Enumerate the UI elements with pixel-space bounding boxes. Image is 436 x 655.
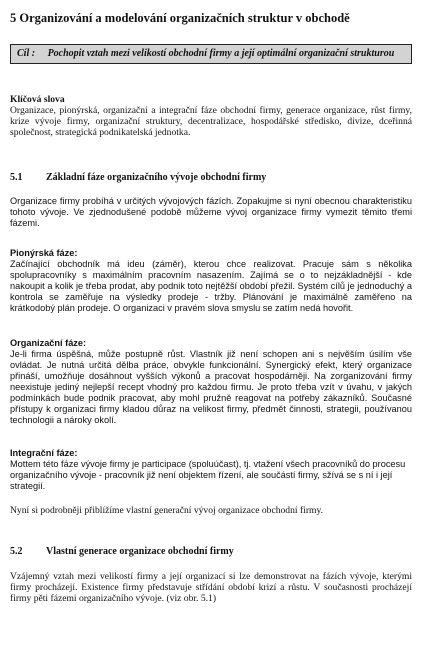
chapter-title: 5 Organizování a modelování organizačních struktur v obchodě	[10, 11, 350, 25]
section2-text: Vzájemný vztah mezi velikostí firmy a její organizací si lze demonstrovat na fázích vývoje, kterými firmy procházejí. Existence firmy představuje střídání období krizí a růstu. V současnosti procházejí firmy pěti fázemi organizačního vývoje. (viz obr. 5.1)	[10, 571, 412, 604]
section-title: Základní fáze organizačního vývoje obchodní firmy	[46, 172, 267, 183]
phase-organizational	[10, 338, 412, 426]
phase-heading: Integrační fáze:	[10, 448, 78, 458]
section-number: 5.2	[10, 546, 23, 557]
section-closing: Nyní si podrobněji přiblížíme vlastní generační vývoj organizace obchodní firmy.	[10, 505, 324, 516]
goal-text: Pochopit vztah mezi velikostí obchodní firmy a její optimální organizační strukturou	[47, 48, 395, 59]
phase-text: Mottem této fáze vývoje firmy je participace (spoluúčast), tj. vtažení všech pracovníků do procesu organizačního vývoje - pracovník již není objektem řízení, ale součástí firmy, sžívá se s ní i její strategií.	[10, 459, 406, 491]
section-heading-5-2	[10, 546, 412, 558]
section-heading-5-1	[10, 172, 412, 184]
section-intro: Organizace firmy probíhá v určitých vývojových fázích. Zopakujme si nyní obecnou charakteristiku tohoto vývoje. Ve zjednodušené podobě můžeme vývoj organizace firmy vymezit těmito třemi fázemi.	[10, 196, 412, 228]
section-title: Vlastní generace organizace obchodní firmy	[46, 546, 234, 557]
keywords-heading: Klíčová slova	[10, 94, 65, 105]
goal-box	[10, 44, 412, 64]
keywords-block	[10, 94, 412, 138]
section-number: 5.1	[10, 172, 23, 183]
phase-text: Je-li firma úspěšná, může postupně růst. Vlastník již není schopen ani s nejvěším úsilím vše ovládat. Je nutná určitá dělba práce, obvykle funkcionální. Synergický efekt, který organizace přináší, umožňuje dosáhnout vyšších výkonů a pracovat hospodárněji. Na zorganizování firmy neexistuje jediný nejlepší recept vhodný pro každou firmu. Je proto třeba vzít v úvahu, v jakých podmínkách bude podnik pracovat, aby mohl pružně reagovat na potřeby zákazníků. Současné přístupy k organizaci firmy kladou důraz na velikost firmy, předmět činnosti, strategii, používanou technologii a nároky okolí.	[10, 349, 412, 425]
phase-text: Začínající obchodník má ideu (záměr), kterou chce realizovat. Pracuje sám s několika spolupracovníky s maximálním pracovním nasazením. Zajímá se o to nejzákladnější - kde nakoupit a kolik je třeba prodat, aby podnik toto nejtěžší období přežil. Systém cílů je jednoduchý a kontrola se zaměřuje na výsledky prodeje - tržby. Plánování je maximálně zaměřeno na krátkodobý plán prodeje. O organizaci v pravém slova smyslu se zatím nedá hovořit.	[10, 259, 412, 313]
phase-heading: Pionýrská fáze:	[10, 248, 78, 258]
phase-integration	[10, 448, 412, 492]
phase-pioneer	[10, 248, 412, 314]
keywords-text: Organizace, pionýrská, organizační a integrační fáze obchodní firmy, generace organizace, růst firmy, krize vývoje firmy, organizační struktury, decentralizace, hospodářské středisko, divize, dceřinná společnost, strategická podnikatelská jednotka.	[10, 105, 412, 138]
goal-label: Cíl :	[17, 48, 36, 59]
phase-heading: Organizační fáze:	[10, 338, 87, 348]
